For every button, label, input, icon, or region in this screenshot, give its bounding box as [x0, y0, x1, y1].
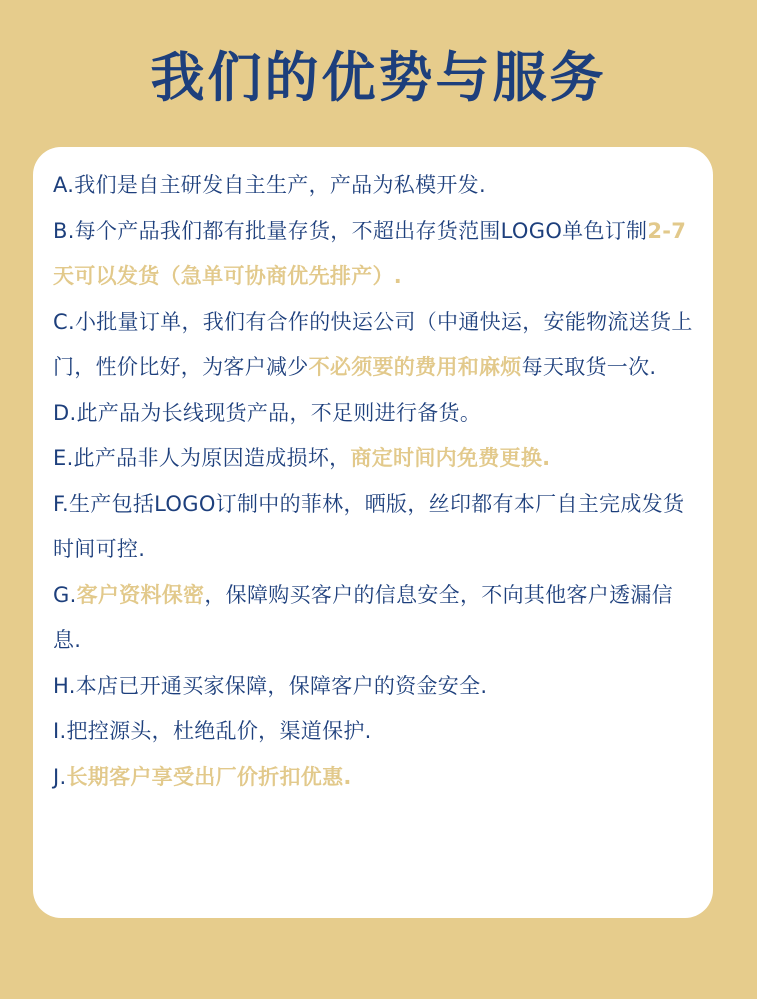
service-item-suffix: 每天取货一次.	[521, 355, 657, 379]
page-title: 我们的优势与服务	[150, 46, 607, 109]
service-item-text: J.	[53, 764, 67, 789]
service-item-text: D.此产品为长线现货产品，不足则进行备货。	[53, 400, 482, 425]
services-list	[53, 163, 698, 800]
service-item-highlight: 长期客户享受出厂价折扣优惠.	[66, 764, 352, 789]
service-item-g	[53, 573, 698, 664]
service-item-text: C.小批量订单，我们有合作的快运公司（中通快运，安能物流送货上门，性价比好，为客户减少	[53, 309, 693, 379]
service-item-text: F.生产包括LOGO订制中的菲林，晒版，丝印都有本厂自主完成发货时间可控.	[53, 491, 685, 561]
service-item-highlight: 商定时间内免费更换.	[350, 446, 551, 470]
service-item-suffix: ，保障购买客户的信息安全，不向其他客户透漏信息.	[53, 582, 673, 652]
service-item-e	[53, 436, 698, 482]
service-item-d	[53, 391, 698, 437]
service-item-i	[53, 709, 698, 755]
service-item-c	[53, 300, 698, 391]
service-item-text: B.每个产品我们都有批量存货，不超出存货范围LOGO单色订制	[53, 218, 648, 243]
service-item-text: A.我们是自主研发自主生产，产品为私模开发.	[53, 173, 486, 197]
service-item-text: E.此产品非人为原因造成损坏，	[53, 446, 351, 470]
service-item-text: I.把控源头，杜绝乱价，渠道保护.	[53, 719, 372, 743]
service-item-text: G.	[53, 582, 77, 607]
service-item-j	[53, 755, 698, 801]
services-card	[33, 147, 713, 918]
service-item-highlight: 不必须要的费用和麻烦	[308, 355, 522, 379]
service-item-f	[53, 482, 698, 573]
service-item-b	[53, 209, 698, 300]
service-item-h	[53, 664, 698, 710]
service-item-highlight: 2-7天可以发货（急单可协商优先排产）.	[53, 218, 687, 288]
service-item-text: H.本店已开通买家保障，保障客户的资金安全.	[53, 673, 488, 698]
service-item-highlight: 客户资料保密	[76, 582, 205, 607]
service-item-a	[53, 163, 698, 209]
